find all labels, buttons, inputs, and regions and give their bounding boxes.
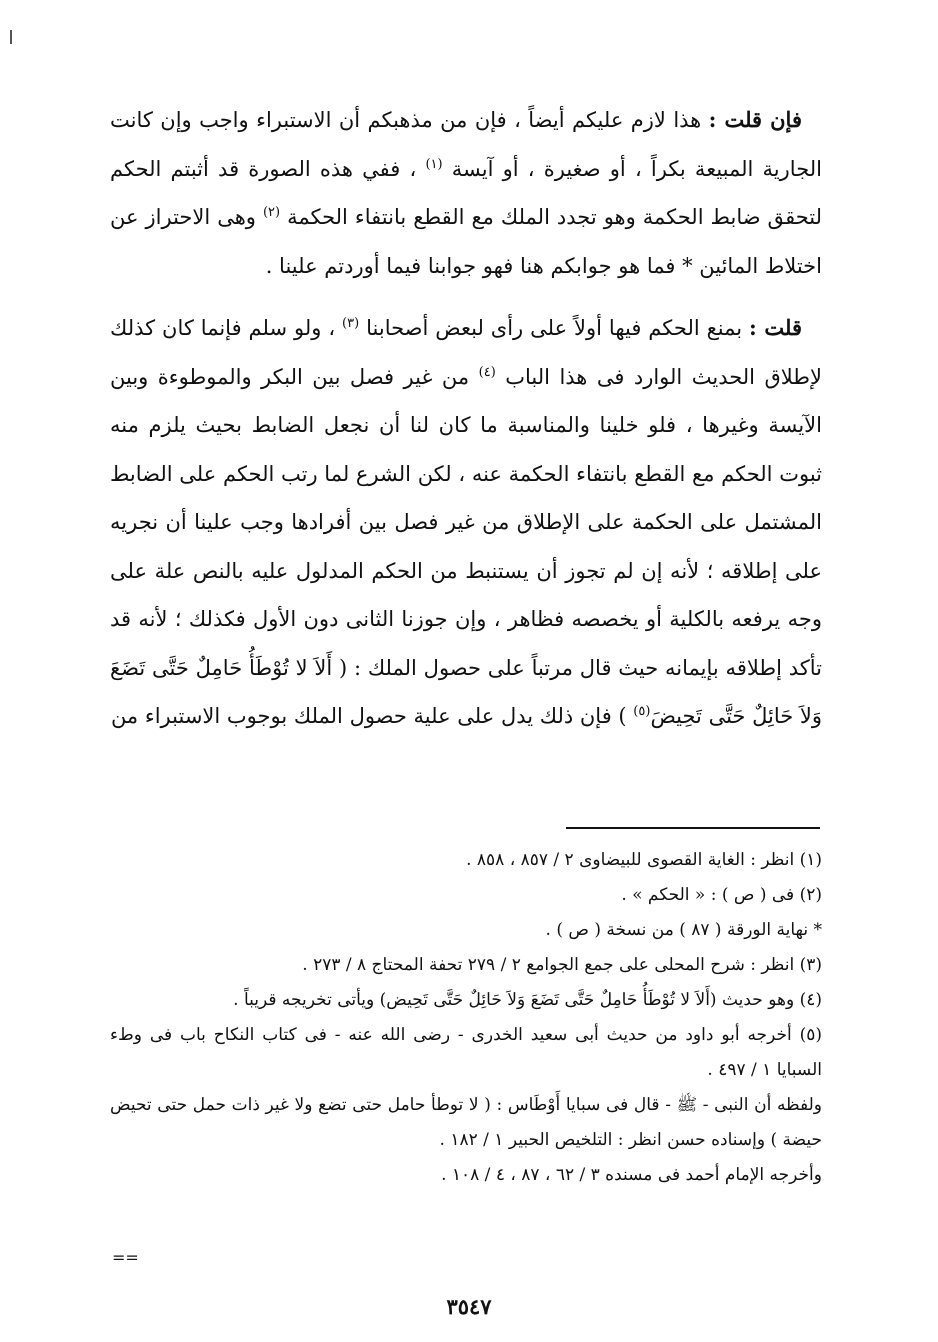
text-segment: هذا لازم عليكم أيضاً ، فإن من مذهبكم أن الاستبراء واجب وإن كانت الجارية المبيعة بكراً ، أو صغيرة ، أو آيسة (110, 108, 822, 181)
footnote-5-continued: ولفظه أن النبى - ﷺ - قال فى سبايا أَوْطَاس : ( لا توطأ حامل حتى تضع ولا غير ذات حمل حتى تحيض حيضة ) وإسناده حسن انظر : التلخيص الحبير ١ / ١٨٢ . (110, 1095, 822, 1150)
lead-in-fa-in-qulta: فإن قلت : (708, 107, 802, 132)
text-segment: بمنع الحكم فيها أولاً على رأى لبعض أصحابنا (359, 316, 743, 340)
footnote-3: (٣) انظر : شرح المحلى على جمع الجوامع ٢ / ٢٧٩ تحفة المحتاج ٨ / ٢٧٣ . (302, 955, 822, 975)
footnote-ref: (٣) (342, 316, 360, 331)
text-segment: وهى الاحتراز عن اختلاط المائين * فما هو جوابكم هنا فهو جوابنا فيما أوردتم علينا . (110, 205, 822, 278)
footnote-1: (١) انظر : الغاية القصوى للبيضاوى ٢ / ٨٥٧ ، ٨٥٨ . (466, 850, 822, 870)
lead-in-qulta: قلت : (749, 315, 802, 340)
text-segment: ، ففي هذه الصورة قد أثبتم الحكم لتحقق ضابط الحكمة وهو تجدد الملك مع القطع بانتفاء الحكمة (110, 156, 822, 229)
footnote-ref: (٤) (478, 364, 496, 380)
main-text (110, 96, 822, 741)
footnote-5-ahmad: وأخرجه الإمام أحمد فى مسنده ٣ / ٦٢ ، ٨٧ ، ٤ / ١٠٨ . (441, 1165, 822, 1185)
text-segment: من غير فصل بين البكر والموطوءة وبين الآيسة وغيرها ، فلو خلينا والمناسبة ما كان لنا أن نجعل الضابط بحيث يلزم منه ثبوت الحكم مع القطع بانتفاء الحكمة عنه ، لكن الشرع لما رتب الحكم على الضابط المشتمل على الحكمة على الإطلاق من غير فصل بين أفرادها وجب علينا أن نجريه على إطلاقه ؛ لأنه إن لم تجوز أن يستنبط من الحكم المدلول عليه بالنص علة على وجه يرفعه بالكلية أو يخصصه فظاهر ، وإن جوزنا الثانى دون الأول فكذلك ؛ لأنه قد تأكد إطلاقه بإيمانه حيث قال مرتباً على حصول الملك : ( أَلاَ لا تُوْطَأُ حَامِلٌ حَتَّى تَضَعَ وَلاَ حَائِلٌ حَتَّى تَحِيضَ (110, 364, 822, 728)
footnotes (110, 843, 822, 1193)
footnote-ref: (٢) (262, 205, 281, 220)
text-segment: ، ولو سلم فإنما كان كذلك لإطلاق الحديث الوارد فى هذا الباب (110, 316, 822, 389)
footnote-folio-mark: * نهاية الورقة ( ٨٧ ) من نسخة ( ص ) . (545, 920, 822, 940)
footnote-4: (٤) وهو حديث (أَلاَ لا تُوْطَأُ حَامِلٌ حَتَّى تَضَعَ وَلاَ حَائِلٌ حَتَّى تَحِيض) ويأتى تخريجه قريباً . (233, 990, 822, 1010)
footnote-5: (٥) أخرجه أبو داود من حديث أبى سعيد الخدرى - رضى الله عنه - فى كتاب النكاح باب فى وطء السبايا ١ / ٤٩٧ . (110, 1025, 822, 1080)
scan-edge-mark (10, 30, 12, 44)
paragraph-objection (110, 96, 822, 290)
text-segment: ) فإن ذلك يدل على علية حصول الملك بوجوب الاستبراء من (110, 704, 634, 728)
footnote-ref: (١) (425, 156, 443, 172)
footnote-ref: (٥) (633, 704, 651, 719)
page-number: ٣٥٤٧ (446, 1294, 492, 1319)
paragraph-answer (110, 304, 822, 741)
footnote-2: (٢) فى ( ص ) : « الحكم » . (621, 885, 822, 905)
footnote-separator (566, 827, 820, 829)
continuation-mark: == (112, 1248, 139, 1267)
